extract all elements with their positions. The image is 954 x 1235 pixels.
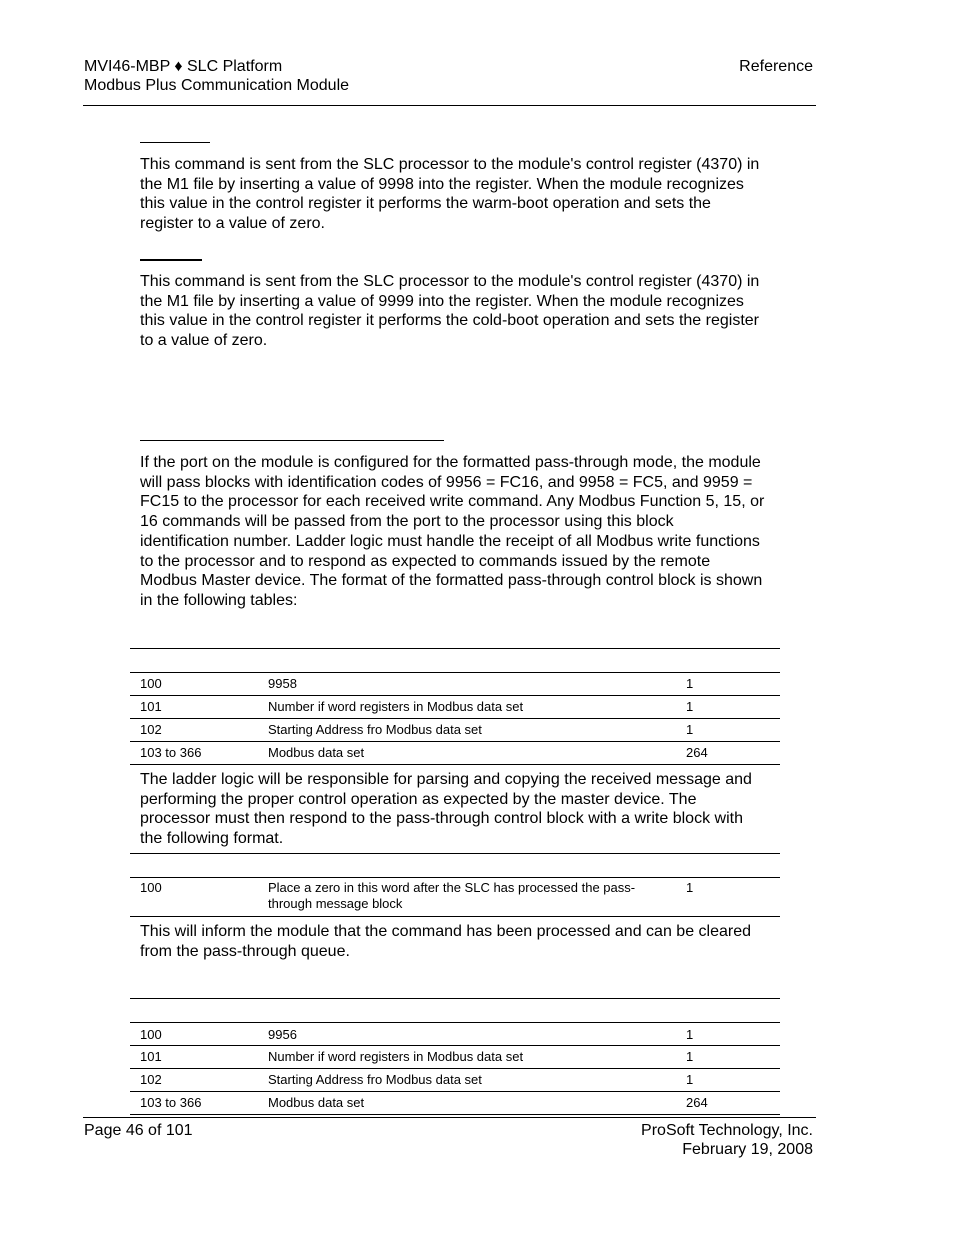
table3-row-rule [130,1068,780,1069]
table3-row1-desc: 9956 [268,1027,297,1042]
table3-row1-offset: 100 [140,1027,162,1042]
table1-row1-offset: 100 [140,676,162,691]
warm-boot-text: This command is sent from the SLC processor to the module's control register (4370) in the M1 file by inserting a value of 9998 into the register. When the module recognizes this value in the control register it performs the warm-boot operation and sets the register to a value of zero. [140,156,760,233]
table1-row1-length: 1 [686,676,694,691]
table3-top-rule [130,998,780,999]
table3-bottom-rule [130,1114,780,1115]
header-module: Modbus Plus Communication Module [84,77,350,94]
table3-row2-length: 1 [686,1049,694,1064]
table1-row-rule [130,718,780,719]
table3-row4-length: 264 [686,1095,708,1110]
table2-bottom-rule [130,916,780,917]
ladder-text: The ladder logic will be responsible for parsing and copying the received message and performing the proper control operation as expected by the master device. The processor must then respond to the pass-through control block with a write block with the following format. [140,771,752,848]
table1-row2-offset: 101 [140,699,162,714]
table1-row-rule [130,741,780,742]
table2-row1-offset: 100 [140,880,162,895]
pass-through-text: If the port on the module is configured for the formatted pass-through mode, the module will pass blocks with identification codes of 9956 = FC16, and 9958 = FC5, and 9959 = FC15 to the processor for each received write command. Any Modbus Function 5, 15, or 16 commands will be passed from the port to the processor using this block identification number. Ladder logic must handle the receipt of all Modbus write functions to the processor and to respond as expected to commands issued by the remote Modbus Master device. The format of the formatted pass-through control block is shown in the following tables: [140,454,765,609]
footer-date: February 19, 2008 [682,1141,813,1158]
header-rule [83,105,816,106]
table1-row1-desc: 9958 [268,676,297,691]
table3-row3-desc: Starting Address fro Modbus data set [268,1072,482,1087]
table3-row2-offset: 101 [140,1049,162,1064]
table3-header-rule [130,1022,780,1023]
table1-row4-offset: 103 to 366 [140,745,202,760]
table1-row3-offset: 102 [140,722,162,737]
table2-row1-length: 1 [686,880,694,895]
table1-header-rule [130,672,780,673]
table3-row1-length: 1 [686,1027,694,1042]
table1-row4-length: 264 [686,745,708,760]
table3-row4-desc: Modbus data set [268,1095,365,1110]
cold-boot-text: This command is sent from the SLC processor to the module's control register (4370) in the M1 file by inserting a value of 9999 into the register. When the module recognizes this value in the control register it performs the cold-boot operation and sets the register to a value of zero. [140,273,760,350]
footer-rule [83,1117,816,1118]
table1-bottom-rule [130,764,780,765]
footer-page-number: Page 46 of 101 [84,1122,193,1139]
table2-header-rule [130,877,780,878]
warm-boot-heading-bar [140,142,210,143]
table1-top-rule [130,648,780,649]
inform-text: This will inform the module that the command has been processed and can be cleared from the pass-through queue. [140,923,752,960]
table3-row-rule [130,1045,780,1046]
table1-row3-length: 1 [686,722,694,737]
table3-row-rule [130,1091,780,1092]
table3-row3-offset: 102 [140,1072,162,1087]
table2-row1-desc: Place a zero in this word after the SLC has processed the pass-through message block [268,880,636,911]
table1-row4-desc: Modbus data set [268,745,365,760]
table3-row4-offset: 103 to 366 [140,1095,202,1110]
table3-row2-desc: Number if word registers in Modbus data set [268,1049,524,1064]
header-section: Reference [739,58,813,75]
footer-company: ProSoft Technology, Inc. [641,1122,813,1139]
header-product: MVI46-MBP ♦ SLC Platform [84,58,283,75]
cold-boot-heading-bar [140,259,202,261]
table2-top-rule [130,853,780,854]
table1-row3-desc: Starting Address fro Modbus data set [268,722,482,737]
table1-row2-desc: Number if word registers in Modbus data set [268,699,524,714]
table3-row3-length: 1 [686,1072,694,1087]
pass-through-heading-rule [140,440,444,441]
table1-row-rule [130,695,780,696]
table1-row2-length: 1 [686,699,694,714]
